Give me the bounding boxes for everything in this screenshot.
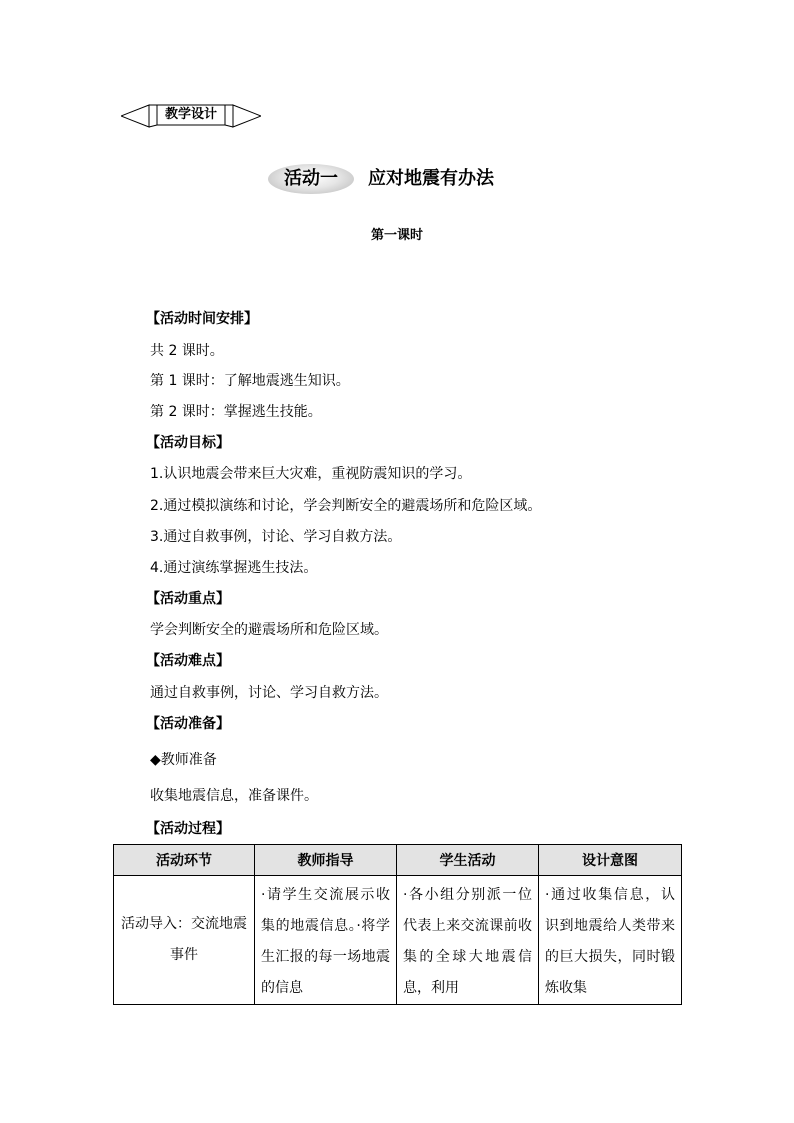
prep-subheading: ◆教师准备 <box>150 752 217 768</box>
goal-item: 4.通过演练掌握逃生技法。 <box>150 560 318 576</box>
prep-line: 收集地震信息，准备课件。 <box>150 788 318 804</box>
table-cell-intent <box>539 876 682 1005</box>
table-cell-teacher <box>255 876 397 1005</box>
focus-line: 学会判断安全的避震场所和危险区域。 <box>150 622 388 638</box>
difficulty-heading: 【活动难点】 <box>146 653 230 669</box>
focus-heading: 【活动重点】 <box>146 591 230 607</box>
section-banner <box>121 103 261 129</box>
table-header-cell: 设计意图 <box>539 845 682 876</box>
table-header-cell: 活动环节 <box>114 845 255 876</box>
prep-heading: 【活动准备】 <box>146 716 230 732</box>
title-activity-name: 应对地震有办法 <box>368 168 494 189</box>
process-heading: 【活动过程】 <box>146 821 230 837</box>
goals-heading: 【活动目标】 <box>146 435 230 451</box>
title-activity-number: 活动一 <box>284 168 338 189</box>
student-text: ·各小组分别派一位代表上来交流课前收集的全球大地震信息，利用 <box>403 887 532 996</box>
intent-text: ·通过收集信息，认识到地震给人类带来的巨大损失，同时锻炼收集 <box>545 887 675 996</box>
page-title <box>268 164 528 196</box>
schedule-line: 第 1 课时：了解地震逃生知识。 <box>150 373 350 389</box>
schedule-line: 共 2 课时。 <box>150 343 224 359</box>
table-header-row <box>114 845 682 876</box>
table-row <box>114 876 682 1005</box>
lesson-subtitle: 第一课时 <box>370 228 423 243</box>
difficulty-line: 通过自救事例，讨论、学习自救方法。 <box>150 685 388 701</box>
goal-item: 2.通过模拟演练和讨论，学会判断安全的避震场所和危险区域。 <box>150 498 542 514</box>
table-cell-stage <box>114 876 255 1005</box>
goal-item: 1.认识地震会带来巨大灾难，重视防震知识的学习。 <box>150 466 472 482</box>
process-table <box>113 844 682 1005</box>
teacher-text: ·请学生交流展示收集的地震信息。·将学生汇报的每一场地震的信息 <box>261 887 390 996</box>
schedule-line: 第 2 课时：掌握逃生技能。 <box>150 404 322 420</box>
table-header-cell: 教师指导 <box>255 845 397 876</box>
goal-item: 3.通过自救事例，讨论、学习自救方法。 <box>150 529 402 545</box>
table-header-cell: 学生活动 <box>397 845 539 876</box>
banner-label: 教学设计 <box>164 107 217 122</box>
table-cell-student <box>397 876 539 1005</box>
schedule-heading: 【活动时间安排】 <box>146 311 258 327</box>
stage-text: 活动导入：交流地震事件 <box>121 916 247 963</box>
